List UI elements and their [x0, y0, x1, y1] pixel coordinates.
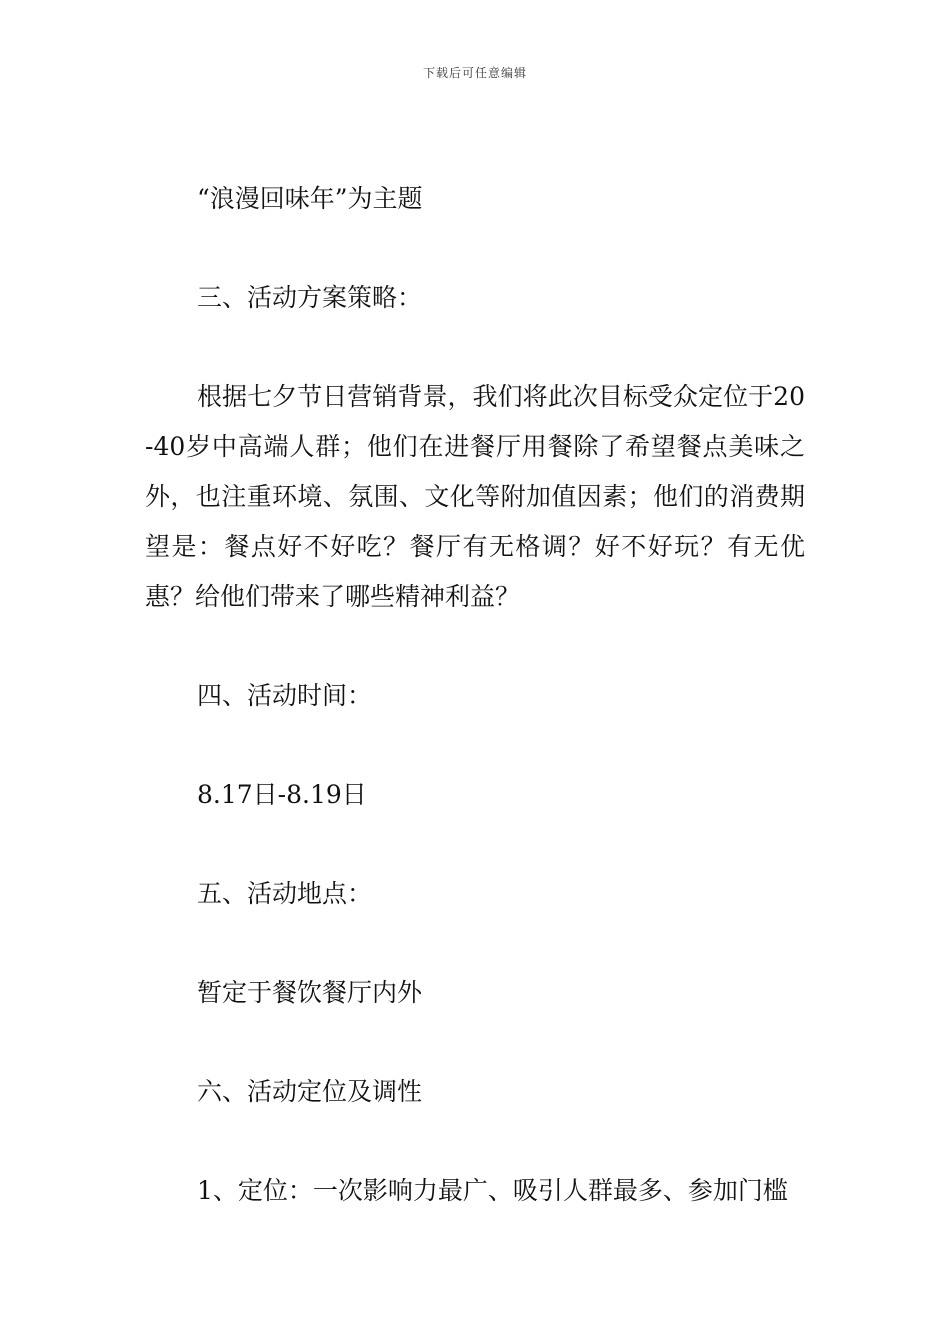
section-heading-positioning: 六、活动定位及调性 [197, 1077, 423, 1106]
positioning-item-1: 1、定位：一次影响力最广、吸引人群最多、参加门槛 [197, 1176, 788, 1205]
document-body [145, 174, 805, 1216]
section-heading-time: 四、活动时间： [197, 681, 373, 710]
theme-line: “浪漫回味年”为主题 [197, 184, 423, 213]
activity-dates: 8.17日-8.19日 [197, 780, 367, 809]
header-note: 下载后可任意编辑 [422, 66, 527, 80]
section-heading-strategy: 三、活动方案策略： [197, 283, 423, 312]
section-heading-location: 五、活动地点： [197, 879, 373, 908]
strategy-paragraph: 根据七夕节日营销背景，我们将此次目标受众定位于20-40岁中高端人群；他们在进餐厅用餐除了希望餐点美味之外，也注重环境、氛围、文化等附加值因素；他们的消费期望是：餐点好不好吃？餐厅有无格调？好不好玩？有无优惠？给他们带来了哪些精神利益？ [145, 382, 805, 611]
activity-location: 暂定于餐饮餐厅内外 [197, 978, 423, 1007]
